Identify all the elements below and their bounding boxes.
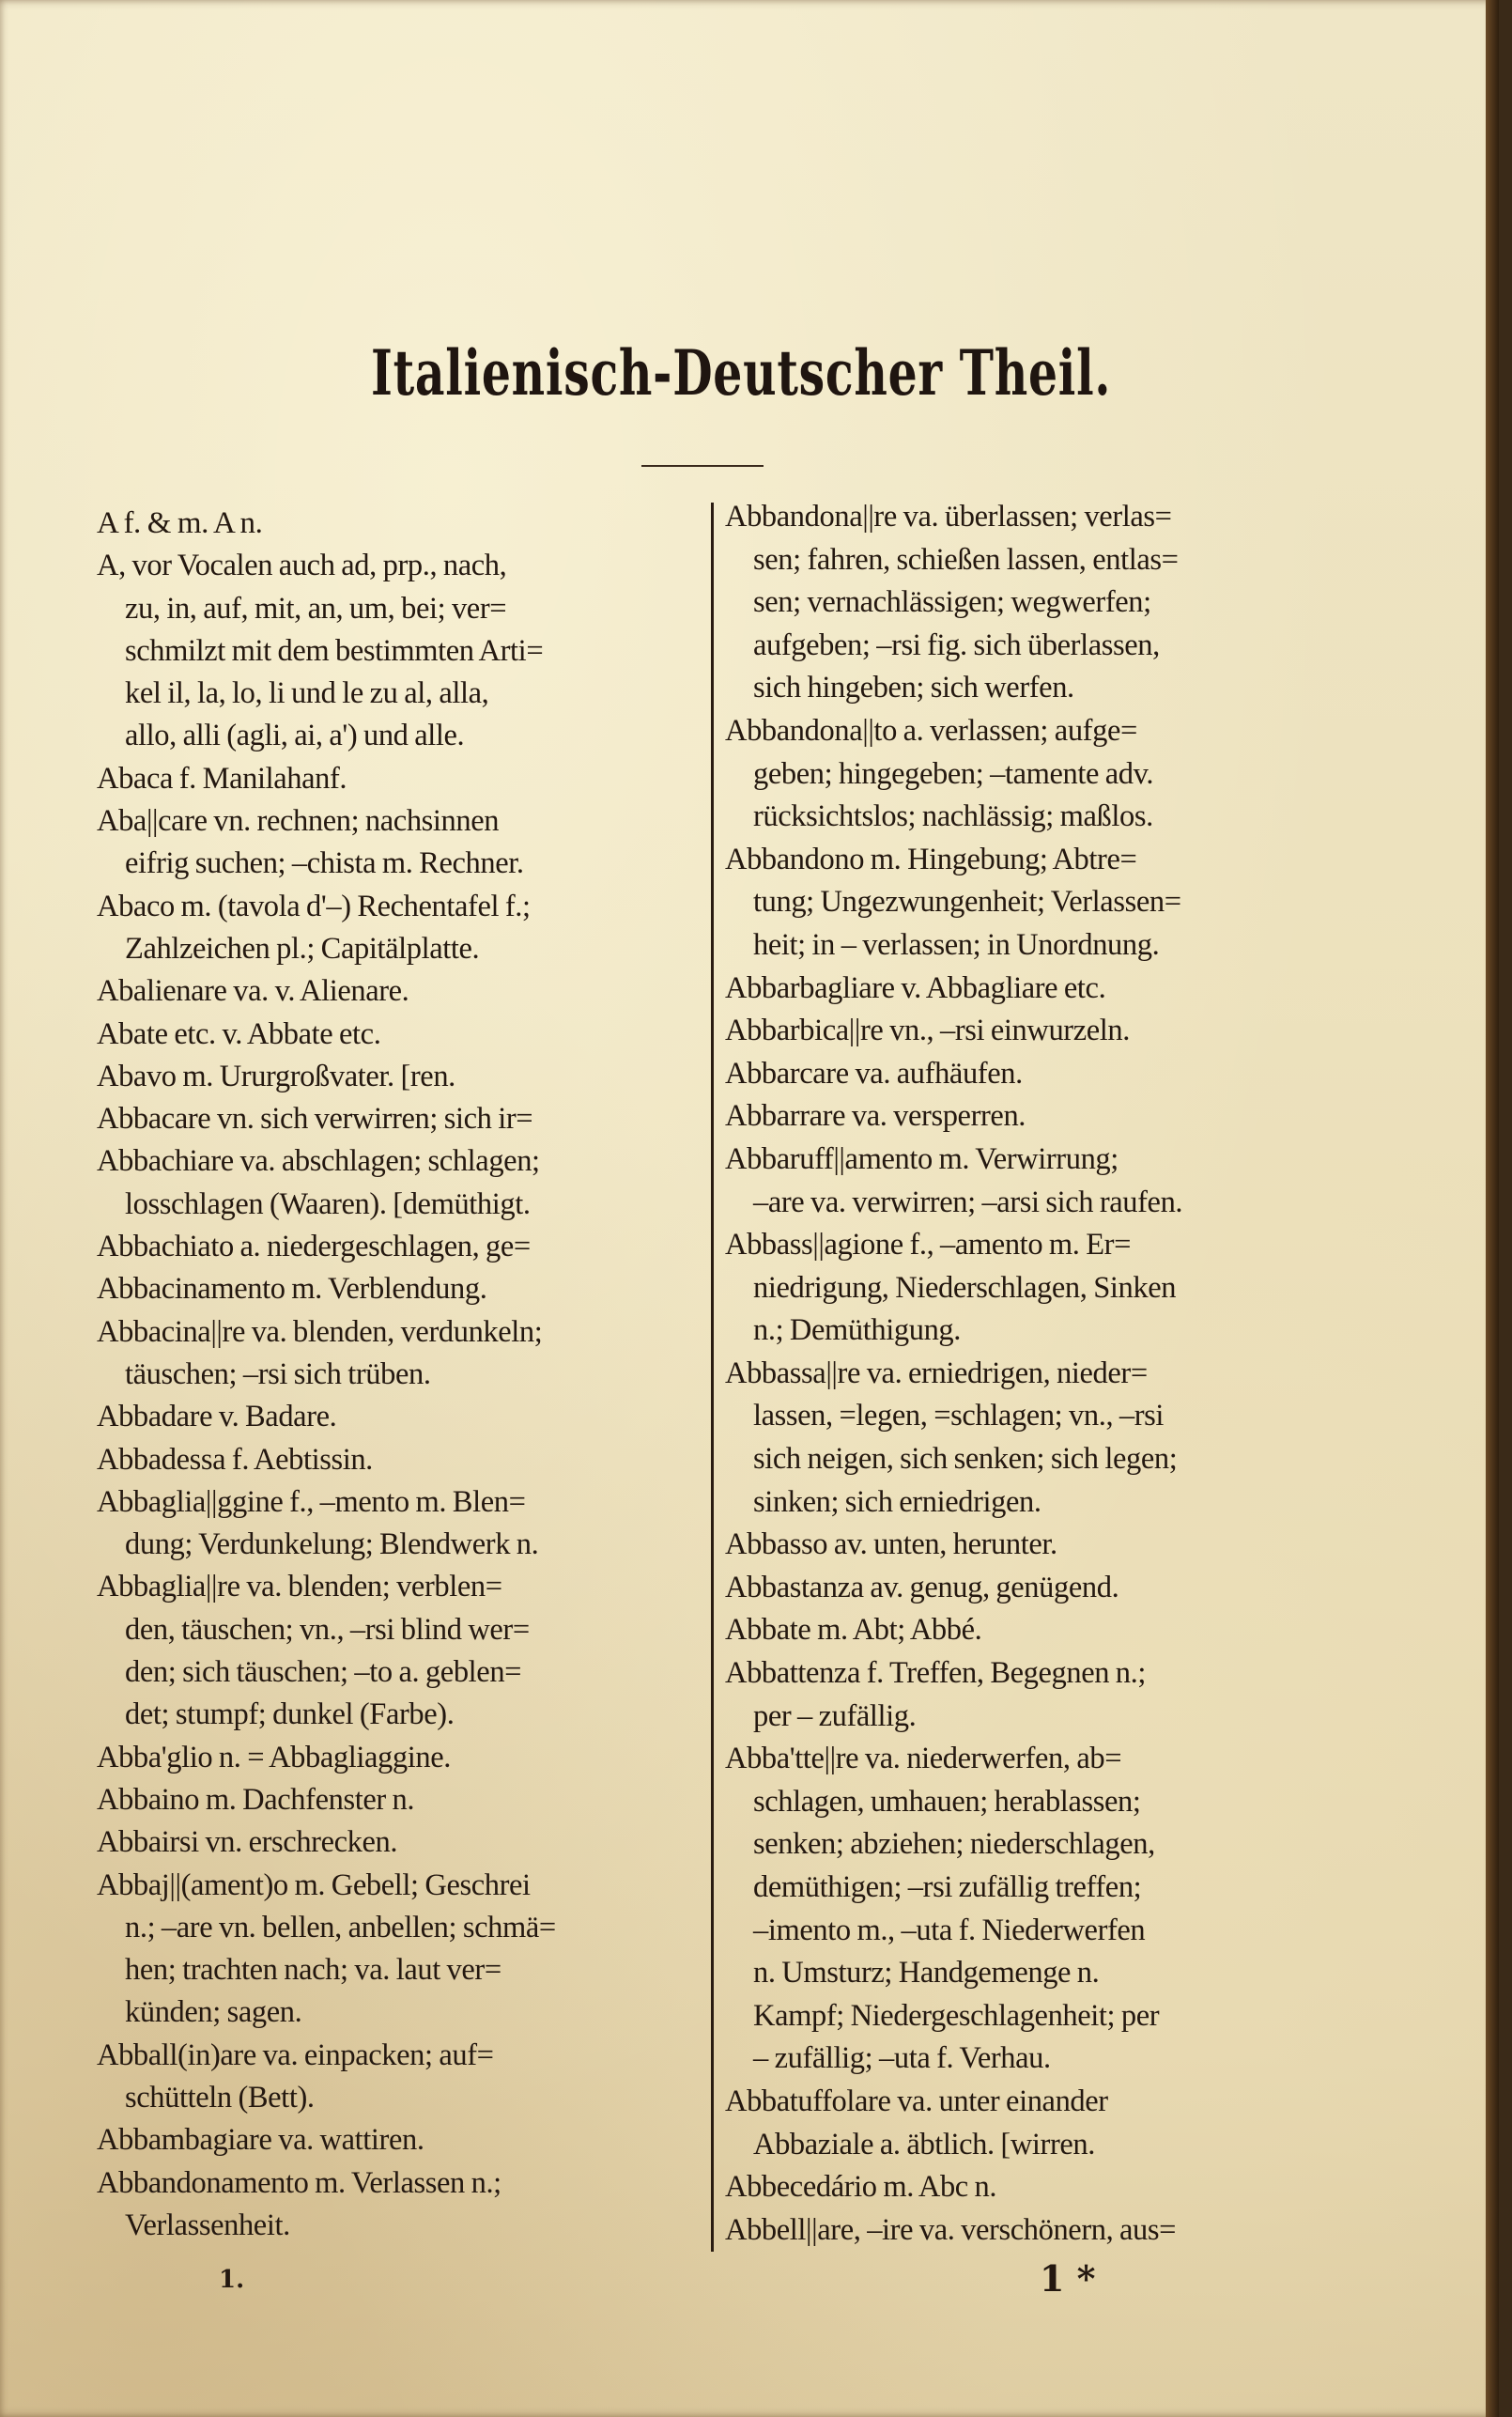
entry-continuation: den, täuschen; vn., –rsi blind wer= [125,1612,530,1647]
dictionary-entry [97,2162,698,2248]
entry-continuation: demüthigen; –rsi zufällig treffen; [753,1870,1142,1904]
dictionary-entry [725,839,1334,968]
entry-headline: Abbasso av. unten, herunter. [725,1527,1057,1562]
entry-headline: Abbarrare va. versperren. [725,1099,1026,1134]
entry-continuation: –are va. verwirren; –arsi sich raufen. [753,1185,1183,1219]
dictionary-entry [97,800,698,886]
entry-continuation: Abbaziale a. äbtlich. [wirren. [753,2127,1095,2161]
entry-headline: Abbairsi vn. erschrecken. [97,1825,398,1860]
entry-continuation: Zahlzeichen pl.; Capitälplatte. [125,931,480,966]
dictionary-entry [725,1738,1334,2081]
entry-continuation: n. Umsturz; Handgemenge n. [753,1956,1100,1991]
dictionary-entry [97,1439,698,1481]
entry-headline: Abbaj||(ament)o m. Gebell; Geschrei [97,1867,531,1902]
entry-continuation: sen; fahren, schießen lassen, entlas= [753,542,1179,577]
dictionary-entry [97,1396,698,1438]
dictionary-entry [97,2119,698,2161]
dictionary-entry [97,1056,698,1098]
entry-headline: Abbachiato a. niedergeschlagen, ge= [97,1230,531,1264]
entry-continuation: sich hingeben; sich werfen. [753,671,1074,705]
dictionary-entry [97,545,698,757]
entry-continuation: schlagen, umhauen; herablassen; [753,1784,1141,1819]
entry-continuation: senken; abziehen; niederschlagen, [753,1827,1155,1862]
entry-continuation: täuschen; –rsi sich trüben. [125,1356,431,1391]
title-rule [641,465,764,467]
dictionary-entry [725,710,1334,839]
entry-continuation: zu, in, auf, mit, an, um, bei; ver= [125,591,507,626]
entry-continuation: –imento m., –uta f. Niederwerfen [753,1913,1146,1947]
left-column [97,503,698,2247]
dictionary-entry [97,758,698,800]
entry-headline: Abalienare va. v. Alienare. [97,974,409,1009]
dictionary-entry [725,1224,1334,1353]
entry-headline: Abbambagiare va. wattiren. [97,2123,424,2158]
entry-headline: Abbachiare va. abschlagen; schlagen; [97,1144,540,1179]
entry-continuation: hen; trachten nach; va. laut ver= [125,1953,501,1988]
entry-headline: Abbandona||re va. überlassen; verlas= [725,500,1172,534]
entry-headline: Abavo m. Ururgroßvater. [ren. [97,1059,455,1093]
entry-headline: Abbadessa f. Aebtissin. [97,1442,373,1477]
entry-continuation: heit; in – verlassen; in Unordnung. [753,927,1160,962]
entry-headline: Abbass||agione f., –amento m. Er= [725,1228,1132,1263]
entry-continuation: kel il, la, lo, li und le zu al, alla, [125,676,489,711]
entry-continuation: den; sich täuschen; –to a. geblen= [125,1655,522,1690]
dictionary-entry [97,1098,698,1140]
dictionary-entry [97,1821,698,1864]
dictionary-entry [97,1014,698,1056]
dictionary-entry [725,1053,1334,1096]
dictionary-entry [97,1865,698,2035]
entry-headline: Abbandona||to a. verlassen; aufge= [725,713,1137,748]
entry-headline: Abbecedário m. Abc n. [725,2170,997,2205]
entry-headline: Aba||care vn. rechnen; nachsinnen [97,804,500,839]
entry-headline: Abba'tte||re va. niederwerfen, ab= [725,1742,1122,1776]
entry-continuation: n.; –are vn. bellen, anbellen; schmä= [125,1910,556,1944]
entry-continuation: det; stumpf; dunkel (Farbe). [125,1697,455,1732]
entry-headline: Abball(in)are va. einpacken; auf= [97,2037,494,2072]
entry-continuation: geben; hingegeben; –tamente adv. [753,756,1154,791]
dictionary-entry [97,1566,698,1736]
dictionary-entry [97,1737,698,1779]
entry-headline: Abbassa||re va. erniedrigen, nieder= [725,1356,1148,1390]
dictionary-entry [97,1311,698,1397]
dictionary-entry [725,1095,1334,1139]
entry-continuation: losschlagen (Waaren). [demüthigt. [125,1186,531,1221]
column-divider [711,503,714,2252]
entry-continuation: Verlassenheit. [125,2208,290,2242]
entry-headline: Abbatuffolare va. unter einander [725,2084,1108,2118]
entry-headline: A, vor Vocalen auch ad, prp., nach, [97,549,507,583]
entry-headline: Abbaruff||amento m. Verwirrung; [725,1141,1119,1176]
entry-headline: Abbacare vn. sich verwirren; sich ir= [97,1102,533,1137]
dictionary-entry [97,1226,698,1268]
entry-headline: Abbarcare va. aufhäufen. [725,1056,1023,1091]
entry-continuation: tung; Ungezwungenheit; Verlassen= [753,885,1181,920]
dictionary-entry [97,1268,698,1310]
entry-headline: Abbell||are, –ire va. verschönern, aus= [725,2212,1177,2247]
entry-headline: Abbandonamento m. Verlassen n.; [97,2165,501,2200]
dictionary-entry [725,1652,1334,1738]
page-title: Italienisch-Deutscher Theil. [371,336,1112,410]
entry-continuation: eifrig suchen; –chista m. Rechner. [125,846,524,881]
dictionary-entry [725,2209,1334,2253]
dictionary-entry [725,1010,1334,1053]
dictionary-entry [725,2081,1334,2166]
entry-headline: Abbacinamento m. Verblendung. [97,1272,487,1307]
entry-headline: Abbaglia||ggine f., –mento m. Blen= [97,1484,526,1519]
entry-headline: Abbadare v. Badare. [97,1400,337,1434]
entry-headline: Abaca f. Manilahanf. [97,761,347,796]
page-edge [1486,0,1499,2417]
entry-continuation: niedrigung, Niederschlagen, Sinken [753,1270,1177,1305]
dictionary-entry [97,970,698,1013]
dictionary-entry [725,968,1334,1011]
dictionary-entry [725,1567,1334,1610]
entry-headline: Abbaino m. Dachfenster n. [97,1782,415,1817]
entry-headline: Abba'glio n. = Abbagliaggine. [97,1740,451,1774]
entry-headline: A f. & m. A n. [97,506,263,540]
entry-continuation: sinken; sich erniedrigen. [753,1484,1041,1519]
entry-headline: Abbastanza av. genug, genügend. [725,1570,1119,1604]
dictionary-entry [97,2035,698,2120]
dictionary-entry [97,1140,698,1226]
dictionary-entry [97,1779,698,1821]
entry-continuation: n.; Demüthigung. [753,1313,961,1348]
entry-continuation: rücksichtslos; nachlässig; maßlos. [753,799,1153,834]
right-column [725,496,1334,2252]
entry-continuation: künden; sagen. [125,1995,302,2030]
entry-continuation: sich neigen, sich senken; sich legen; [753,1442,1178,1477]
dictionary-entry [725,496,1334,710]
dictionary-entry [97,503,698,545]
dictionary-entry [725,1524,1334,1567]
signature-mark: 1. [219,2266,245,2294]
entry-continuation: lassen, =legen, =schlagen; vn., –rsi [753,1399,1165,1433]
dictionary-entry [725,1609,1334,1652]
entry-continuation: sen; vernachlässigen; wegwerfen; [753,585,1151,620]
entry-headline: Abbandono m. Hingebung; Abtre= [725,842,1137,876]
entry-headline: Abbaglia||re va. blenden; verblen= [97,1570,502,1604]
entry-headline: Abbattenza f. Treffen, Begegnen n.; [725,1656,1147,1691]
entry-continuation: schmilzt mit dem bestimmten Arti= [125,633,544,668]
entry-headline: Abate etc. v. Abbate etc. [97,1016,381,1051]
entry-continuation: schütteln (Bett). [125,2080,315,2115]
entry-continuation: per – zufällig. [753,1698,917,1733]
dictionary-entry [97,886,698,971]
entry-continuation: – zufällig; –uta f. Verhau. [753,2041,1051,2076]
dictionary-entry [725,2166,1334,2209]
entry-continuation: aufgeben; –rsi fig. sich überlassen, [753,627,1160,662]
entry-headline: Abbarbagliare v. Abbagliare etc. [725,970,1106,1005]
dictionary-entry [97,1481,698,1567]
dictionary-entry [725,1139,1334,1224]
entry-headline: Abaco m. (tavola d'–) Rechentafel f.; [97,889,531,923]
dictionary-entry [725,1353,1334,1524]
page-mark: 1 * [1040,2257,1096,2300]
entry-headline: Abbarbica||re vn., –rsi einwurzeln. [725,1014,1130,1048]
entry-continuation: allo, alli (agli, ai, a') und alle. [125,719,465,753]
entry-continuation: Kampf; Niedergeschlagenheit; per [753,1998,1160,2033]
entry-headline: Abbacina||re va. blenden, verdunkeln; [97,1314,543,1349]
entry-continuation: dung; Verdunkelung; Blendwerk n. [125,1527,539,1562]
entry-headline: Abbate m. Abt; Abbé. [725,1613,982,1648]
